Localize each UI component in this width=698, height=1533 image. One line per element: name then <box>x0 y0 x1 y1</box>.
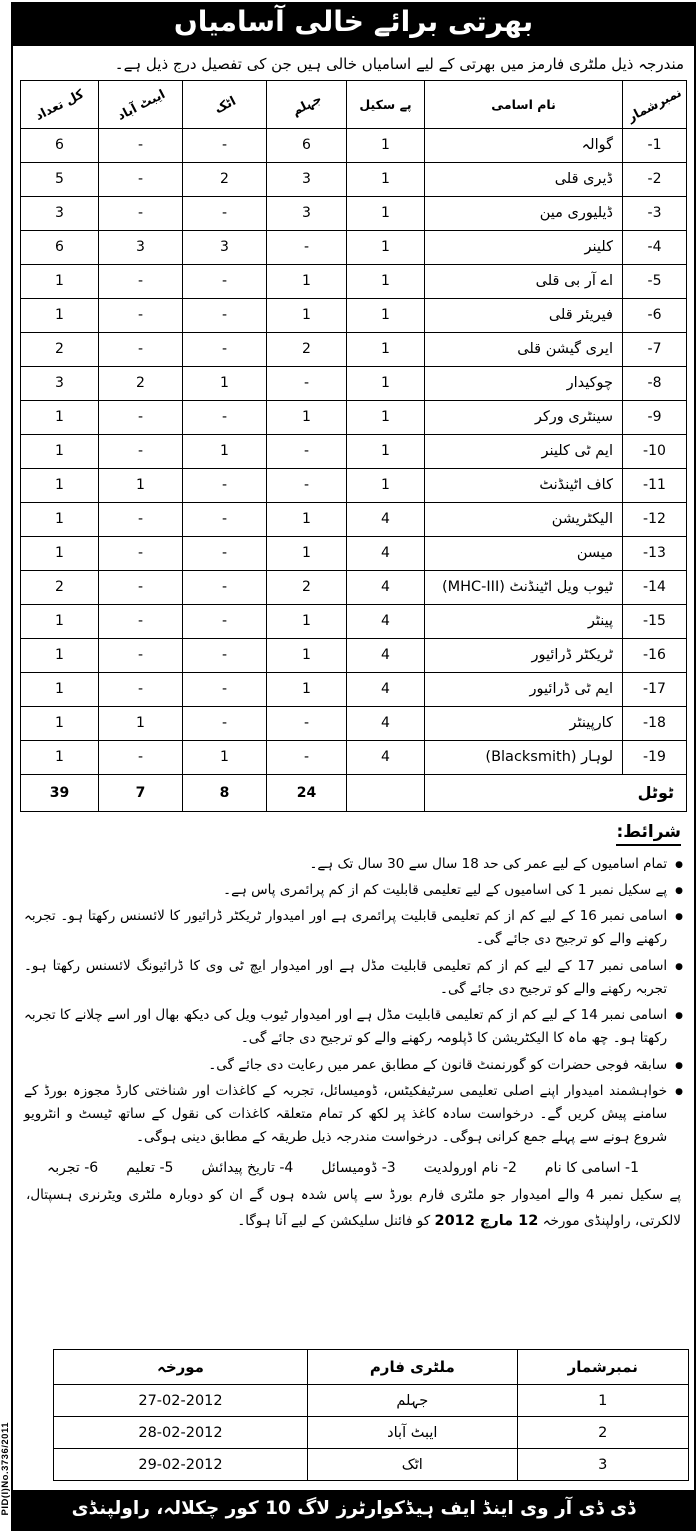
schedule-cell-serial: 3 <box>517 1449 688 1481</box>
vacancy-row <box>21 570 687 604</box>
cell-abbottabad: 2 <box>99 366 183 400</box>
total-label: ٹوٹل <box>425 774 687 811</box>
cell-attock: - <box>183 332 267 366</box>
final-note-text-after: کو فائنل سلیکشن کے لیے آنا ہوگا۔ <box>237 1212 435 1229</box>
bullet-icon <box>675 1088 683 1097</box>
application-format-line <box>24 1152 683 1180</box>
application-format-item: 2- نام اورولدیت <box>423 1160 517 1177</box>
cell-jhelum: 2 <box>267 570 347 604</box>
cell-abbottabad: - <box>99 332 183 366</box>
cell-pay-scale: 4 <box>347 638 425 672</box>
bullet-icon <box>675 861 683 870</box>
cell-total-count: 1 <box>21 502 99 536</box>
cell-abbottabad: - <box>99 128 183 162</box>
cell-pay-scale: 4 <box>347 502 425 536</box>
intro-text: مندرجہ ذیل ملٹری فارمز میں بھرتی کے لیے اسامیاں خالی ہیں جن کی تفصیل درج ذیل ہے۔ <box>114 54 684 73</box>
cell-serial: 10- <box>623 434 687 468</box>
cell-position-name: چوکیدار <box>425 366 623 400</box>
condition-text: خواہشمند امیدوار اپنے اصلی تعلیمی سرٹیفکیٹس، ڈومیسائل، تجربہ کے کاغذات اور شناختی کارڈ مجوزہ بورڈ کے سامنے پیش کریں گے۔ درخواست سادہ کاغذ پر لکھ کر تمام متعلقہ کاغذات کی نقول کے ساتھ ٹیسٹ و انٹرویو شروع ہونے سے پہلے جمع کرانی ہوگی۔ درخواست مندرجہ ذیل طریقہ کے مطابق دینی ہوگی۔ <box>24 1082 668 1146</box>
cell-attock: - <box>183 128 267 162</box>
total-pay-scale-empty <box>347 774 425 811</box>
cell-position-name: ایم ٹی کلینر <box>425 434 623 468</box>
cell-serial: 4- <box>623 230 687 264</box>
schedule-cell-farm: اٹک <box>308 1449 518 1481</box>
cell-serial: 17- <box>623 672 687 706</box>
cell-serial: 3- <box>623 196 687 230</box>
column-header-attock-label: اٹک <box>211 92 238 116</box>
cell-position-name: ایری گیشن قلی <box>425 332 623 366</box>
schedule-cell-farm: ایبٹ آباد <box>308 1417 518 1449</box>
cell-serial: 19- <box>623 740 687 774</box>
conditions-heading: شرائط: <box>616 822 681 846</box>
total-count-all: 39 <box>21 774 99 811</box>
cell-position-name: ٹریکٹر ڈرائیور <box>425 638 623 672</box>
cell-pay-scale: 4 <box>347 536 425 570</box>
cell-attock: - <box>183 536 267 570</box>
cell-attock: - <box>183 638 267 672</box>
final-note-text-before: پے سکیل نمبر 4 والے امیدوار جو ملٹری فارم بورڈ سے پاس شدہ ہوں گے ان کو دوبارہ ملٹری ویٹرنری ہسپتال، لالکرتی، راولپنڈی مورخہ <box>26 1187 681 1229</box>
cell-position-name: ڈیلیوری مین <box>425 196 623 230</box>
vacancy-table-body <box>21 128 687 774</box>
cell-abbottabad: - <box>99 536 183 570</box>
schedule-row <box>54 1417 689 1449</box>
cell-pay-scale: 4 <box>347 570 425 604</box>
vacancy-row <box>21 604 687 638</box>
condition-item <box>24 955 683 1001</box>
cell-abbottabad: - <box>99 570 183 604</box>
cell-abbottabad: 1 <box>99 706 183 740</box>
cell-pay-scale: 1 <box>347 400 425 434</box>
condition-text: اسامی نمبر 16 کے لیے کم از کم تعلیمی قابلیت پرائمری ہے اور امیدوار ٹریکٹر ڈرائیور کا لائسنس رکھتا ہو۔ تجربہ رکھنے والے کو ترجیح دی جائے گی۔ <box>24 908 668 948</box>
column-header-total-count <box>21 80 99 128</box>
cell-serial: 2- <box>623 162 687 196</box>
cell-abbottabad: - <box>99 434 183 468</box>
total-count-jhelum: 24 <box>267 774 347 811</box>
vacancy-row <box>21 366 687 400</box>
footer-text: ڈی ڈی آر وی اینڈ ایف ہیڈکوارٹرز لاگ 10 کور چکلالہ، راولپنڈی <box>71 1498 636 1519</box>
cell-position-name: لوہار (Blacksmith) <box>425 740 623 774</box>
cell-pay-scale: 1 <box>347 298 425 332</box>
total-count-attock: 8 <box>183 774 267 811</box>
cell-serial: 6- <box>623 298 687 332</box>
cell-total-count: 1 <box>21 638 99 672</box>
vacancy-row <box>21 536 687 570</box>
cell-attock: - <box>183 196 267 230</box>
application-format-item: 3- ڈومیسائل <box>321 1160 396 1177</box>
cell-total-count: 1 <box>21 400 99 434</box>
cell-attock: - <box>183 570 267 604</box>
application-format-item: 6- تجربہ <box>47 1160 99 1177</box>
schedule-cell-date: 28-02-2012 <box>54 1417 308 1449</box>
cell-position-name: پینٹر <box>425 604 623 638</box>
cell-attock: - <box>183 264 267 298</box>
vacancy-row <box>21 298 687 332</box>
column-header-jhelum <box>267 80 347 128</box>
schedule-cell-date: 29-02-2012 <box>54 1449 308 1481</box>
vacancy-row <box>21 196 687 230</box>
cell-attock: - <box>183 400 267 434</box>
cell-total-count: 1 <box>21 298 99 332</box>
pid-number: PID(I)No.3736/2011 <box>0 1421 11 1515</box>
vacancy-row <box>21 740 687 774</box>
cell-total-count: 2 <box>21 332 99 366</box>
cell-position-name: الیکٹریشن <box>425 502 623 536</box>
ad-title: بھرتی برائے خالی آسامیاں <box>173 5 534 38</box>
schedule-table-body <box>54 1385 689 1481</box>
column-header-abbottabad <box>99 80 183 128</box>
vacancy-row <box>21 468 687 502</box>
schedule-table <box>53 1349 689 1481</box>
cell-attock: 1 <box>183 434 267 468</box>
cell-position-name: کلینر <box>425 230 623 264</box>
cell-serial: 12- <box>623 502 687 536</box>
column-header-pay-scale <box>347 80 425 128</box>
cell-total-count: 2 <box>21 570 99 604</box>
vacancy-row <box>21 434 687 468</box>
footer-banner <box>13 1490 694 1529</box>
column-header-attock <box>183 80 267 128</box>
cell-total-count: 5 <box>21 162 99 196</box>
vacancy-row <box>21 400 687 434</box>
cell-serial: 13- <box>623 536 687 570</box>
cell-serial: 1- <box>623 128 687 162</box>
cell-serial: 9- <box>623 400 687 434</box>
cell-jhelum: 1 <box>267 638 347 672</box>
cell-jhelum: 1 <box>267 604 347 638</box>
cell-total-count: 6 <box>21 230 99 264</box>
vacancy-table <box>20 80 687 812</box>
cell-jhelum: 3 <box>267 196 347 230</box>
cell-attock: - <box>183 298 267 332</box>
vacancy-row <box>21 128 687 162</box>
cell-pay-scale: 4 <box>347 672 425 706</box>
cell-jhelum: 3 <box>267 162 347 196</box>
bullet-icon <box>675 887 683 896</box>
condition-text: اسامی نمبر 14 کے لیے کم از کم تعلیمی قابلیت مڈل ہے اور امیدوار ٹیوب ویل کی دیکھ بھال اور اسے چلانے کا تجربہ رکھتا ہو۔ چھ ماہ کا الیکٹریشن کا ڈپلومہ رکھنے والے کو ترجیح دی جائے گی۔ <box>24 1007 668 1047</box>
final-selection-note <box>26 1183 681 1233</box>
cell-abbottabad: - <box>99 162 183 196</box>
cell-jhelum: 1 <box>267 298 347 332</box>
cell-pay-scale: 1 <box>347 434 425 468</box>
column-header-position-name-label: نام اسامی <box>491 96 556 112</box>
cell-attock: 2 <box>183 162 267 196</box>
vacancy-row <box>21 638 687 672</box>
cell-pay-scale: 1 <box>347 230 425 264</box>
cell-jhelum: 1 <box>267 672 347 706</box>
cell-jhelum: - <box>267 230 347 264</box>
application-format-item: 5- تعلیم <box>126 1160 174 1177</box>
cell-jhelum: 1 <box>267 264 347 298</box>
condition-item <box>24 905 683 951</box>
cell-attock: - <box>183 468 267 502</box>
cell-serial: 14- <box>623 570 687 604</box>
cell-pay-scale: 1 <box>347 162 425 196</box>
cell-pay-scale: 1 <box>347 128 425 162</box>
cell-attock: - <box>183 672 267 706</box>
cell-position-name: ٹیوب ویل اٹینڈنٹ (MHC-III) <box>425 570 623 604</box>
schedule-cell-serial: 1 <box>517 1385 688 1417</box>
cell-total-count: 1 <box>21 434 99 468</box>
vacancy-row <box>21 264 687 298</box>
total-count-abbottabad: 7 <box>99 774 183 811</box>
cell-pay-scale: 1 <box>347 332 425 366</box>
cell-serial: 15- <box>623 604 687 638</box>
bullet-icon <box>675 913 683 922</box>
cell-serial: 8- <box>623 366 687 400</box>
cell-attock: 1 <box>183 366 267 400</box>
schedule-cell-date: 27-02-2012 <box>54 1385 308 1417</box>
application-format-item: 1- اسامی کا نام <box>544 1160 639 1177</box>
cell-pay-scale: 1 <box>347 366 425 400</box>
cell-abbottabad: - <box>99 400 183 434</box>
condition-item <box>24 1004 683 1050</box>
cell-jhelum: 1 <box>267 502 347 536</box>
schedule-header-farm: ملٹری فارم <box>308 1350 518 1385</box>
condition-item <box>24 1054 683 1077</box>
cell-total-count: 1 <box>21 468 99 502</box>
cell-position-name: گوالہ <box>425 128 623 162</box>
conditions-list <box>24 853 683 1150</box>
cell-attock: - <box>183 706 267 740</box>
cell-jhelum: - <box>267 706 347 740</box>
cell-total-count: 1 <box>21 740 99 774</box>
vacancy-row <box>21 230 687 264</box>
cell-abbottabad: - <box>99 196 183 230</box>
bullet-icon <box>675 1062 683 1071</box>
total-row <box>21 774 687 811</box>
cell-total-count: 1 <box>21 604 99 638</box>
cell-pay-scale: 4 <box>347 604 425 638</box>
cell-abbottabad: - <box>99 740 183 774</box>
cell-total-count: 1 <box>21 536 99 570</box>
cell-attock: - <box>183 502 267 536</box>
schedule-cell-serial: 2 <box>517 1417 688 1449</box>
schedule-header-row <box>54 1350 689 1385</box>
schedule-cell-farm: جہلم <box>308 1385 518 1417</box>
cell-jhelum: 6 <box>267 128 347 162</box>
column-header-pay-scale-label: پے سکیل <box>359 96 412 112</box>
column-header-total-count-label: کل تعداد <box>32 85 87 123</box>
application-format-item: 4- تاریخ پیدائش <box>201 1160 294 1177</box>
cell-serial: 5- <box>623 264 687 298</box>
schedule-row <box>54 1449 689 1481</box>
column-header-serial <box>623 80 687 128</box>
cell-serial: 11- <box>623 468 687 502</box>
cell-pay-scale: 4 <box>347 740 425 774</box>
vacancy-row <box>21 672 687 706</box>
cell-total-count: 1 <box>21 706 99 740</box>
cell-abbottabad: - <box>99 604 183 638</box>
final-note-date: 12 مارچ 2012 <box>434 1212 539 1229</box>
schedule-header-serial: نمبرشمار <box>517 1350 688 1385</box>
condition-text: پے سکیل نمبر 1 کی اسامیوں کے لیے تعلیمی قابلیت کم از کم پرائمری پاس ہے۔ <box>223 882 668 899</box>
cell-attock: 1 <box>183 740 267 774</box>
header-banner <box>13 4 694 46</box>
cell-jhelum: - <box>267 468 347 502</box>
cell-position-name: کارپینٹر <box>425 706 623 740</box>
column-header-jhelum-label: جہلم <box>289 90 324 119</box>
cell-jhelum: 1 <box>267 536 347 570</box>
conditions-section <box>13 812 694 1337</box>
cell-jhelum: - <box>267 366 347 400</box>
condition-item <box>24 1080 683 1150</box>
cell-jhelum: - <box>267 434 347 468</box>
column-header-position-name <box>425 80 623 128</box>
cell-abbottabad: - <box>99 502 183 536</box>
cell-pay-scale: 4 <box>347 706 425 740</box>
cell-jhelum: 2 <box>267 332 347 366</box>
cell-position-name: ڈیری قلی <box>425 162 623 196</box>
bullet-icon <box>675 963 683 972</box>
cell-jhelum: 1 <box>267 400 347 434</box>
cell-abbottabad: - <box>99 638 183 672</box>
cell-jhelum: - <box>267 740 347 774</box>
bullet-icon <box>675 1012 683 1021</box>
cell-abbottabad: 1 <box>99 468 183 502</box>
condition-text: اسامی نمبر 17 کے لیے کم از کم تعلیمی قابلیت مڈل ہے اور امیدوار ایچ ٹی وی کا ڈرائیونگ لائسنس رکھتا ہو۔ تجربہ رکھنے والے کو ترجیح دی جائے گی۔ <box>24 957 668 997</box>
column-header-abbottabad-label: ایبٹ آباد <box>114 85 167 123</box>
vacancy-header-row <box>21 80 687 128</box>
cell-pay-scale: 1 <box>347 264 425 298</box>
cell-abbottabad: - <box>99 298 183 332</box>
condition-item <box>24 853 683 876</box>
column-header-serial-label: نمبرشمار <box>625 84 684 125</box>
cell-attock: 3 <box>183 230 267 264</box>
condition-text: سابقہ فوجی حضرات کو گورنمنٹ قانون کے مطابق عمر میں رعایت دی جائے گی۔ <box>208 1056 668 1073</box>
cell-position-name: اے آر بی قلی <box>425 264 623 298</box>
schedule-row <box>54 1385 689 1417</box>
cell-position-name: کاف اٹینڈنٹ <box>425 468 623 502</box>
cell-pay-scale: 1 <box>347 196 425 230</box>
condition-text: تمام اسامیوں کے لیے عمر کی حد 18 سال سے 30 سال تک ہے۔ <box>309 855 668 872</box>
cell-abbottabad: - <box>99 264 183 298</box>
cell-abbottabad: 3 <box>99 230 183 264</box>
cell-pay-scale: 1 <box>347 468 425 502</box>
cell-total-count: 3 <box>21 196 99 230</box>
cell-attock: - <box>183 604 267 638</box>
vacancy-row <box>21 706 687 740</box>
cell-serial: 18- <box>623 706 687 740</box>
ad-container <box>11 2 696 1531</box>
vacancy-row <box>21 502 687 536</box>
cell-serial: 16- <box>623 638 687 672</box>
schedule-header-date: مورخہ <box>54 1350 308 1385</box>
cell-total-count: 6 <box>21 128 99 162</box>
cell-serial: 7- <box>623 332 687 366</box>
cell-position-name: میسن <box>425 536 623 570</box>
vacancy-row <box>21 332 687 366</box>
vacancy-row <box>21 162 687 196</box>
cell-position-name: سینٹری ورکر <box>425 400 623 434</box>
condition-item <box>24 879 683 902</box>
cell-total-count: 1 <box>21 264 99 298</box>
cell-position-name: فیریئر قلی <box>425 298 623 332</box>
cell-total-count: 3 <box>21 366 99 400</box>
cell-position-name: ایم ٹی ڈرائیور <box>425 672 623 706</box>
cell-abbottabad: - <box>99 672 183 706</box>
cell-total-count: 1 <box>21 672 99 706</box>
